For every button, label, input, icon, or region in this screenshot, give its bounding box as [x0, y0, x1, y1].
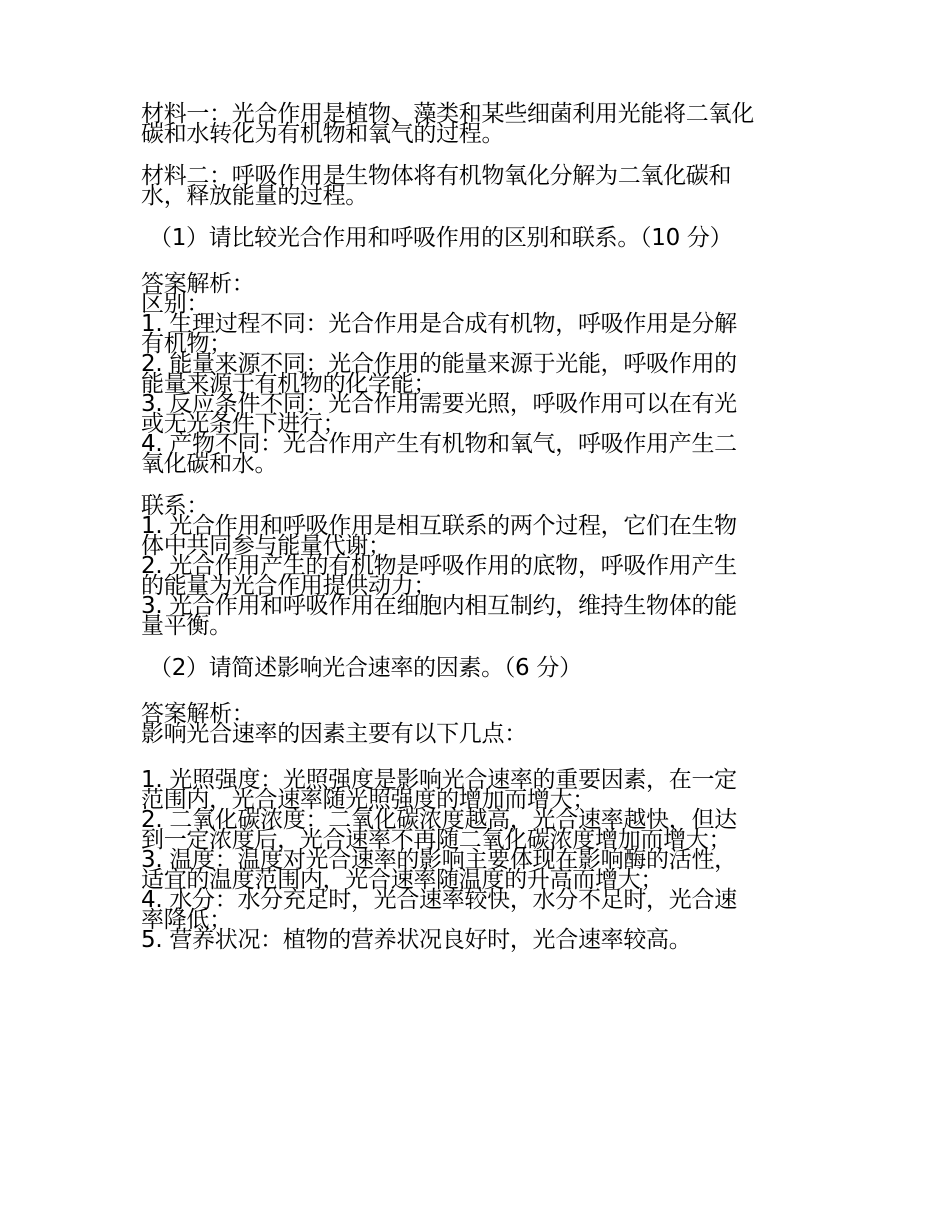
difference-line: 或无光条件下进行； [141, 411, 346, 437]
difference-line: 2. 能量来源不同：光合作用的能量来源于光能，呼吸作用的 [141, 351, 737, 377]
material-2-line: 材料二：呼吸作用是生物体将有机物氧化分解为二氧化碳和 [141, 163, 732, 189]
relation-line: 3. 光合作用和呼吸作用在细胞内相互制约，维持生物体的能 [141, 593, 737, 619]
answer-2 [141, 701, 811, 953]
difference-line: 4. 产物不同：光合作用产生有机物和氧气，呼吸作用产生二 [141, 431, 737, 457]
relation-line: 1. 光合作用和呼吸作用是相互联系的两个过程，它们在生物 [141, 513, 737, 539]
factor-line: 范围内，光合速率随光照强度的增加而增大； [141, 787, 596, 813]
factor-line: 率降低； [141, 907, 232, 933]
factor-line: 1. 光照强度：光照强度是影响光合速率的重要因素，在一定 [141, 767, 737, 793]
relation-line: 的能量为光合作用提供动力； [141, 573, 437, 599]
relation-line: 2. 光合作用产生的有机物是呼吸作用的底物，呼吸作用产生 [141, 553, 737, 579]
material-1-line: 碳和水转化为有机物和氧气的过程。 [141, 121, 505, 147]
factor-line: 到一定浓度后，光合速率不再随二氧化碳浓度增加而增大； [141, 827, 732, 853]
answer-2-heading: 答案解析： [141, 701, 255, 727]
relation-heading: 联系： [141, 493, 210, 519]
document-content [141, 101, 811, 953]
material-1 [141, 101, 811, 147]
material-1-line: 材料一：光合作用是植物、藻类和某些细菌利用光能将二氧化 [141, 101, 754, 127]
answer-1-heading: 答案解析： [141, 271, 255, 297]
factor-line: 2. 二氧化碳浓度：二氧化碳浓度越高，光合速率越快，但达 [141, 807, 737, 833]
relation-line: 量平衡。 [141, 613, 232, 639]
difference-line: 有机物； [141, 331, 232, 357]
question-1: （1）请比较光合作用和呼吸作用的区别和联系。（10 分） [149, 225, 733, 251]
answer-2-intro: 影响光合速率的因素主要有以下几点： [141, 721, 527, 747]
difference-line: 3. 反应条件不同：光合作用需要光照，呼吸作用可以在有光 [141, 391, 737, 417]
factor-line: 4. 水分：水分充足时，光合速率较快，水分不足时，光合速 [141, 887, 737, 913]
factor-line: 5. 营养状况：植物的营养状况良好时，光合速率较高。 [141, 927, 692, 953]
difference-line: 1. 生理过程不同：光合作用是合成有机物，呼吸作用是分解 [141, 311, 737, 337]
difference-line: 能量来源于有机物的化学能； [141, 371, 437, 397]
material-2 [141, 163, 811, 209]
factor-line: 3. 温度：温度对光合速率的影响主要体现在影响酶的活性， [141, 847, 737, 873]
relation-line: 体中共同参与能量代谢； [141, 533, 391, 559]
factor-line: 适宜的温度范围内，光合速率随温度的升高而增大； [141, 867, 664, 893]
difference-line: 氧化碳和水。 [141, 451, 278, 477]
question-2: （2）请简述影响光合速率的因素。（6 分） [149, 655, 582, 681]
answer-1 [141, 271, 811, 477]
material-2-line: 水，释放能量的过程。 [141, 183, 369, 209]
difference-heading: 区别： [141, 291, 210, 317]
relation-section [141, 493, 811, 639]
